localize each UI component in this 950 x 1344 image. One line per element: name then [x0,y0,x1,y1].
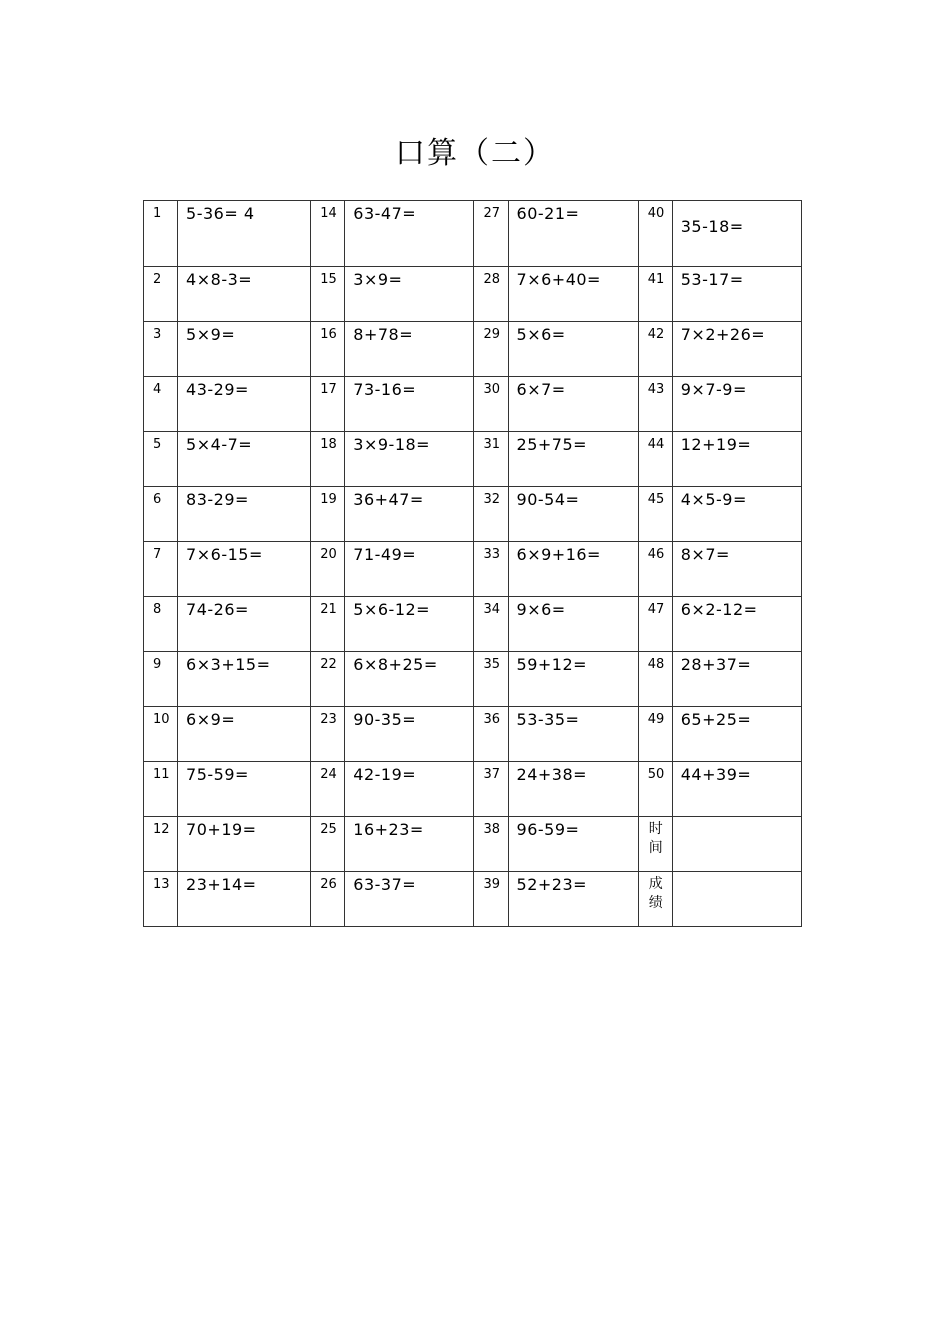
problem-text: 35-18= [672,201,801,267]
problem-number: 8 [144,597,178,652]
problem-number: 33 [474,542,508,597]
table-row [144,432,802,487]
problem-number: 43 [638,377,672,432]
problem-number: 3 [144,322,178,377]
problem-text: 3×9= [345,267,474,322]
problem-text: 6×8+25= [345,652,474,707]
problem-number: 48 [638,652,672,707]
problem-text: 5×4-7= [178,432,311,487]
problem-number: 45 [638,487,672,542]
problem-number: 2 [144,267,178,322]
problem-number: 20 [311,542,345,597]
problem-text: 53-17= [672,267,801,322]
answer-field[interactable] [672,872,801,927]
problem-number: 23 [311,707,345,762]
problem-text: 6×9+16= [508,542,638,597]
problem-number: 30 [474,377,508,432]
problem-text: 25+75= [508,432,638,487]
problem-text: 74-26= [178,597,311,652]
field-label: 时 间 [638,817,672,872]
problem-number: 22 [311,652,345,707]
problem-text: 96-59= [508,817,638,872]
problem-number: 25 [311,817,345,872]
problem-number: 39 [474,872,508,927]
problem-text: 28+37= [672,652,801,707]
problem-text: 44+39= [672,762,801,817]
problem-text: 4×8-3= [178,267,311,322]
problem-number: 29 [474,322,508,377]
table-row [144,267,802,322]
problem-text: 43-29= [178,377,311,432]
problem-text: 8+78= [345,322,474,377]
arithmetic-table [143,200,802,927]
problem-number: 49 [638,707,672,762]
problem-text: 71-49= [345,542,474,597]
table-row [144,542,802,597]
problem-text: 7×6+40= [508,267,638,322]
problem-text: 63-37= [345,872,474,927]
problem-number: 15 [311,267,345,322]
field-label: 成 绩 [638,872,672,927]
problem-text: 6×9= [178,707,311,762]
problem-number: 41 [638,267,672,322]
problem-text: 12+19= [672,432,801,487]
problem-number: 17 [311,377,345,432]
problem-number: 10 [144,707,178,762]
problem-text: 63-47= [345,201,474,267]
problem-number: 38 [474,817,508,872]
problem-text: 83-29= [178,487,311,542]
problem-text: 60-21= [508,201,638,267]
problem-text: 42-19= [345,762,474,817]
table-row [144,201,802,267]
problem-text: 90-35= [345,707,474,762]
problem-number: 50 [638,762,672,817]
problem-number: 35 [474,652,508,707]
problem-number: 18 [311,432,345,487]
table-row [144,487,802,542]
table-row [144,762,802,817]
problem-number: 5 [144,432,178,487]
problem-number: 16 [311,322,345,377]
problem-number: 13 [144,872,178,927]
problem-text: 6×2-12= [672,597,801,652]
problem-number: 26 [311,872,345,927]
problem-number: 4 [144,377,178,432]
table-row [144,817,802,872]
problem-number: 46 [638,542,672,597]
problem-text: 73-16= [345,377,474,432]
page-title: 口算（二） [395,136,555,171]
problem-text: 8×7= [672,542,801,597]
table-row [144,707,802,762]
problem-text: 70+19= [178,817,311,872]
problem-number: 24 [311,762,345,817]
problem-text: 6×3+15= [178,652,311,707]
problem-number: 11 [144,762,178,817]
problem-text: 3×9-18= [345,432,474,487]
table-row [144,597,802,652]
problem-text: 75-59= [178,762,311,817]
answer-field[interactable] [672,817,801,872]
problem-text: 9×7-9= [672,377,801,432]
problem-text: 65+25= [672,707,801,762]
table-row [144,322,802,377]
problem-number: 21 [311,597,345,652]
problem-number: 32 [474,487,508,542]
problem-number: 1 [144,201,178,267]
problem-text: 4×5-9= [672,487,801,542]
problem-number: 37 [474,762,508,817]
problem-number: 40 [638,201,672,267]
problem-text: 59+12= [508,652,638,707]
problem-number: 44 [638,432,672,487]
problem-number: 31 [474,432,508,487]
problem-number: 28 [474,267,508,322]
problem-number: 9 [144,652,178,707]
problem-text: 6×7= [508,377,638,432]
problem-text: 5-36= 4 [178,201,311,267]
problem-text: 23+14= [178,872,311,927]
problem-number: 14 [311,201,345,267]
problem-number: 6 [144,487,178,542]
problem-number: 7 [144,542,178,597]
problem-text: 16+23= [345,817,474,872]
table-row [144,872,802,927]
problem-number: 47 [638,597,672,652]
problem-text: 52+23= [508,872,638,927]
table-row [144,652,802,707]
problem-number: 12 [144,817,178,872]
table-row [144,377,802,432]
problem-text: 24+38= [508,762,638,817]
problem-text: 90-54= [508,487,638,542]
problem-number: 34 [474,597,508,652]
problem-number: 19 [311,487,345,542]
problem-text: 5×6= [508,322,638,377]
problem-text: 5×9= [178,322,311,377]
problem-text: 53-35= [508,707,638,762]
problem-text: 9×6= [508,597,638,652]
problem-text: 7×2+26= [672,322,801,377]
problem-text: 36+47= [345,487,474,542]
problem-number: 27 [474,201,508,267]
problem-number: 36 [474,707,508,762]
problem-text: 5×6-12= [345,597,474,652]
problem-text: 7×6-15= [178,542,311,597]
problem-number: 42 [638,322,672,377]
